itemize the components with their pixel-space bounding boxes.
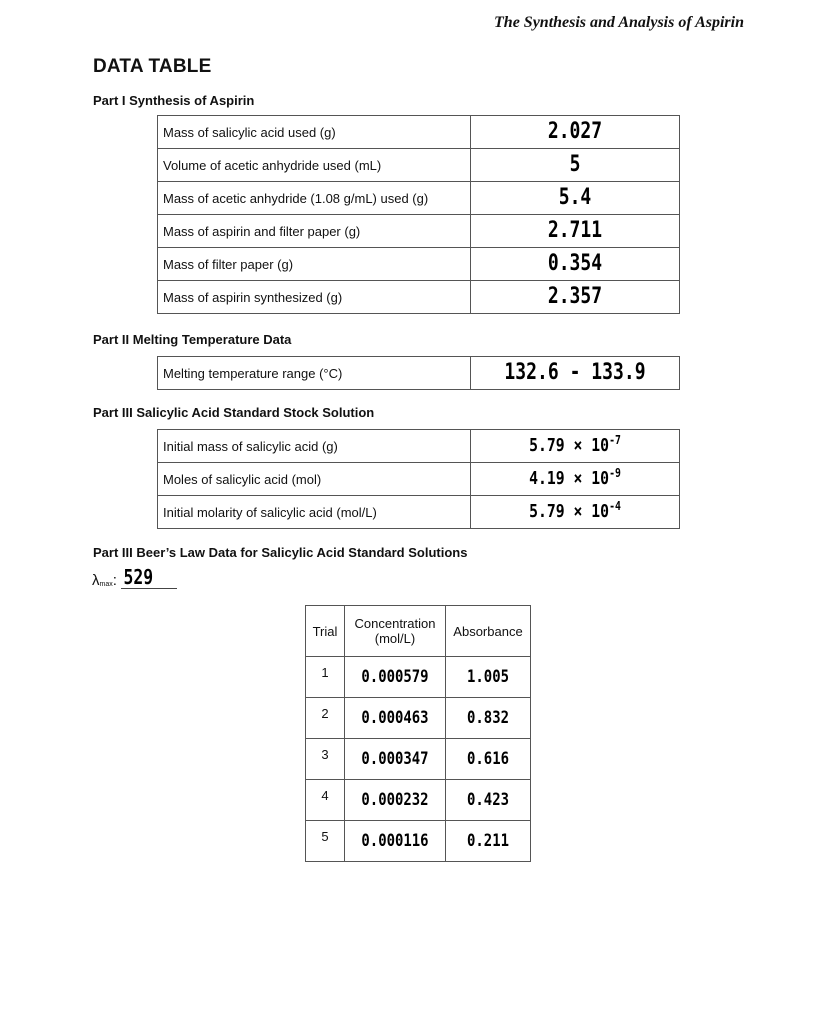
row-label: Initial mass of salicylic acid (g) xyxy=(158,430,471,463)
row-label: Melting temperature range (°C) xyxy=(158,357,471,390)
running-header: The Synthesis and Analysis of Aspirin xyxy=(494,14,744,31)
concentration-cell: 0.000116 xyxy=(345,821,446,862)
page-title: DATA TABLE xyxy=(93,56,212,77)
table-row xyxy=(306,657,531,698)
lambda-subscript: max xyxy=(99,581,113,588)
part1-heading: Part I Synthesis of Aspirin xyxy=(93,93,255,108)
row-value: 132.6 - 133.9 xyxy=(471,357,680,390)
lambda-max-field xyxy=(92,566,177,589)
row-value: 0.354 xyxy=(471,248,680,281)
table-row xyxy=(158,182,680,215)
lambda-value-line xyxy=(121,566,177,589)
absorbance-cell: 0.832 xyxy=(446,698,531,739)
row-label: Mass of filter paper (g) xyxy=(158,248,471,281)
row-value: $4.19 \times 10^{-9}$ xyxy=(471,463,680,496)
table-row xyxy=(158,215,680,248)
table-row xyxy=(306,739,531,780)
trial-cell: 5 xyxy=(306,821,345,862)
table-row xyxy=(158,496,680,529)
beer-heading: Part III Beer’s Law Data for Salicylic Acid Standard Solutions xyxy=(93,545,468,560)
lambda-value: 529 xyxy=(123,565,153,589)
absorbance-cell: 0.616 xyxy=(446,739,531,780)
row-label: Initial molarity of salicylic acid (mol/L) xyxy=(158,496,471,529)
trial-cell: 2 xyxy=(306,698,345,739)
row-label: Mass of salicylic acid used (g) xyxy=(158,116,471,149)
col-trial: Trial xyxy=(306,606,345,657)
table-row xyxy=(158,357,680,390)
beer-table xyxy=(305,605,531,862)
table-row xyxy=(158,430,680,463)
concentration-cell: 0.000347 xyxy=(345,739,446,780)
part3-heading: Part III Salicylic Acid Standard Stock Solution xyxy=(93,405,375,420)
table-row xyxy=(158,281,680,314)
row-label: Mass of aspirin synthesized (g) xyxy=(158,281,471,314)
row-label: Mass of acetic anhydride (1.08 g/mL) used (g) xyxy=(158,182,471,215)
table-row xyxy=(158,463,680,496)
concentration-cell: 0.000463 xyxy=(345,698,446,739)
table-row xyxy=(158,149,680,182)
col-concentration: Concentration (mol/L) xyxy=(345,606,446,657)
row-label: Volume of acetic anhydride used (mL) xyxy=(158,149,471,182)
row-label: Mass of aspirin and filter paper (g) xyxy=(158,215,471,248)
row-value: 2.027 xyxy=(471,116,680,149)
lambda-symbol: λ xyxy=(92,572,100,589)
table-row xyxy=(158,116,680,149)
absorbance-cell: 1.005 xyxy=(446,657,531,698)
trial-cell: 4 xyxy=(306,780,345,821)
trial-cell: 3 xyxy=(306,739,345,780)
table-row xyxy=(306,821,531,862)
table-header-row xyxy=(306,606,531,657)
absorbance-cell: 0.423 xyxy=(446,780,531,821)
part3-table xyxy=(157,429,680,529)
concentration-cell: 0.000579 xyxy=(345,657,446,698)
row-value: 2.711 xyxy=(471,215,680,248)
table-row xyxy=(306,780,531,821)
trial-cell: 1 xyxy=(306,657,345,698)
row-label: Moles of salicylic acid (mol) xyxy=(158,463,471,496)
table-row xyxy=(306,698,531,739)
col-absorbance: Absorbance xyxy=(446,606,531,657)
absorbance-cell: 0.211 xyxy=(446,821,531,862)
table-row xyxy=(158,248,680,281)
lambda-colon: : xyxy=(112,572,117,589)
part2-heading: Part II Melting Temperature Data xyxy=(93,332,292,347)
row-value: 5.4 xyxy=(471,182,680,215)
row-value: 5 xyxy=(471,149,680,182)
part1-table xyxy=(157,115,680,314)
concentration-cell: 0.000232 xyxy=(345,780,446,821)
part2-table xyxy=(157,356,680,390)
row-value: $5.79 \times 10^{-4}$ xyxy=(471,496,680,529)
row-value: $5.79 \times 10^{-7}$ xyxy=(471,430,680,463)
row-value: 2.357 xyxy=(471,281,680,314)
